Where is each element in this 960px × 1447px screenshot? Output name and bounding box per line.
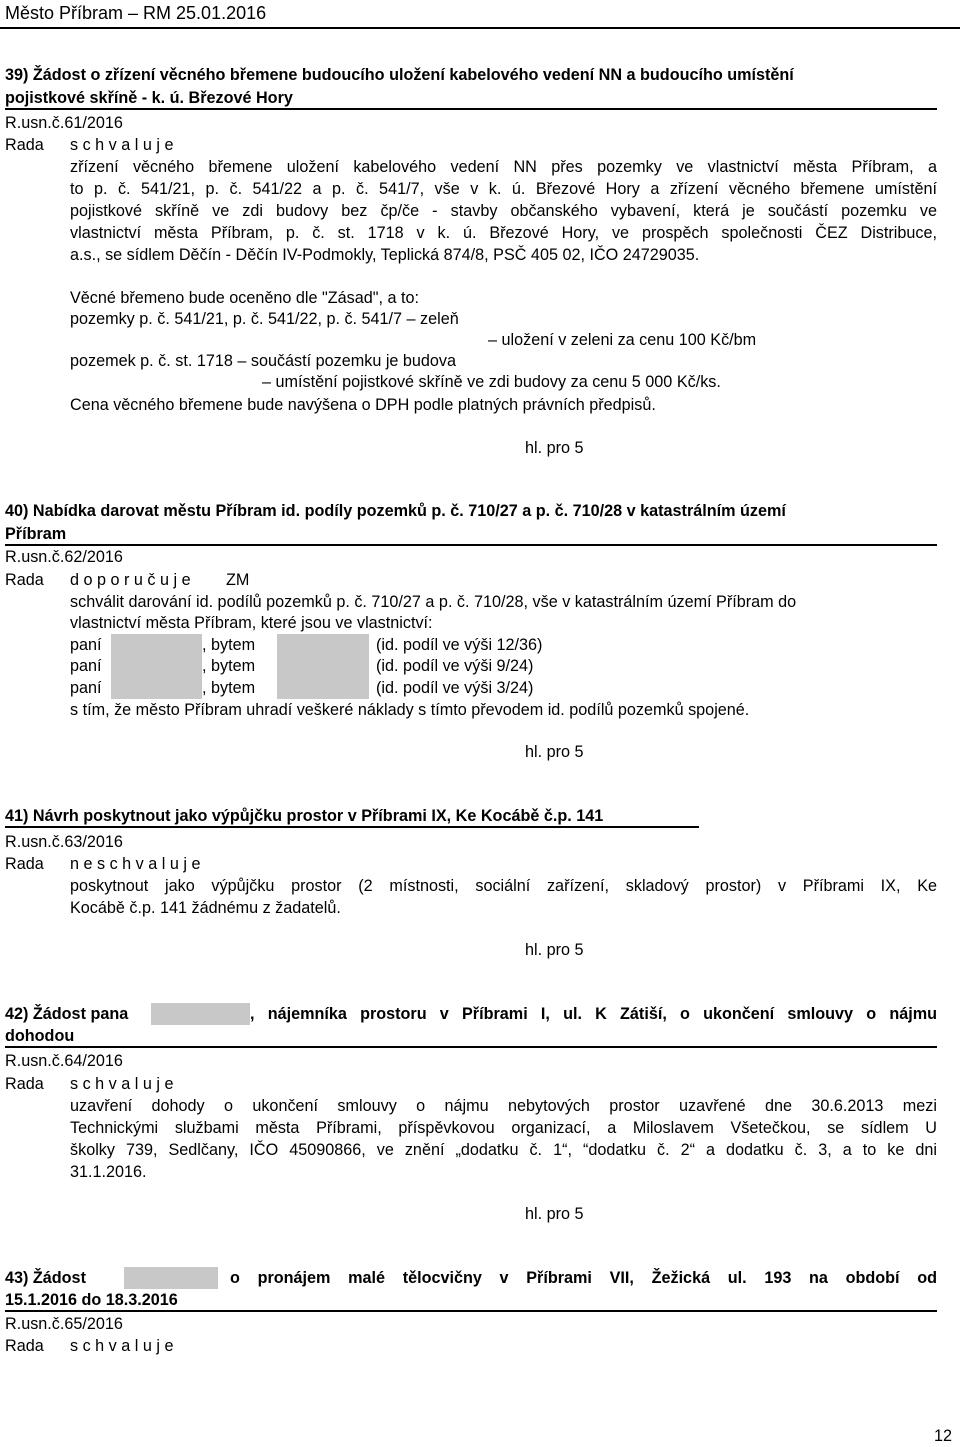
s39-rada: Rada [5, 136, 44, 154]
s42-vote: hl. pro 5 [525, 1205, 584, 1223]
s42-rada: Rada [5, 1075, 44, 1093]
s43-heading-line2: 15.1.2016 do 18.3.2016 [5, 1291, 178, 1309]
s39-detail-line: pozemky p. č. 541/21, p. č. 541/22, p. č. 541/7 – zeleň [70, 310, 459, 328]
s39-detail-line: – uložení v zeleni za cenu 100 Kč/bm [488, 331, 757, 349]
s41-verdict: n e s c h v a l u j e [70, 855, 201, 873]
s40-owner-share: (id. podíl ve výši 12/36) [376, 636, 543, 654]
s41-body-line: poskytnout jako výpůjčku prostor (2 místnosti, sociální zařízení, skladový prostor) v Příbrami IX, Ke [70, 877, 937, 895]
redacted-name [124, 1267, 218, 1289]
s42-heading-prefix: 42) Žádost pana [5, 1005, 129, 1023]
s42-body-line: uzavření dohody o ukončení smlouvy o nájmu nebytových prostor uzavřené dne 30.6.2013 mezi [70, 1097, 937, 1115]
s42-verdict: s c h v a l u j e [70, 1075, 174, 1093]
s40-rada: Rada [5, 571, 44, 589]
s40-verdict: d o p o r u č u j e [70, 571, 191, 589]
s39-verdict: s c h v a l u j e [70, 136, 174, 154]
s40-owner-pani: paní [70, 657, 102, 675]
s41-body-line: Kocábě č.p. 141 žádnému z žadatelů. [70, 899, 341, 917]
s41-usn: R.usn.č.63/2016 [5, 833, 123, 851]
s40-vote: hl. pro 5 [525, 743, 584, 761]
s39-detail-line: Cena věcného břemene bude navýšena o DPH podle platných právních předpisů. [70, 396, 656, 414]
s39-body-line: a.s., se sídlem Děčín - Děčín IV-Podmokly, Teplická 874/8, PSČ 405 02, IČO 24729035. [70, 246, 700, 264]
s40-body-line: schválit darování id. podílů pozemků p. č. 710/27 a p. č. 710/28, vše v katastrálním území Příbram do [70, 593, 797, 611]
s42-usn: R.usn.č.64/2016 [5, 1052, 123, 1070]
s39-detail-line: pozemek p. č. st. 1718 – součástí pozemku je budova [70, 352, 457, 370]
s40-owner-share: (id. podíl ve výši 3/24) [376, 679, 534, 697]
s43-heading-prefix: 43) Žádost [5, 1269, 86, 1287]
s43-heading-underline [5, 1310, 937, 1312]
s39-body-line: pojistkové skříně ve zdi budovy bez čp/če - stavby občanského vybavení, která je součástí pozemku ve [70, 202, 937, 220]
s40-heading-line1: 40) Nabídka darovat městu Příbram id. podíly pozemků p. č. 710/27 a p. č. 710/28 v katastrálním území [5, 502, 786, 520]
s41-vote: hl. pro 5 [525, 941, 584, 959]
s40-body-line: vlastnictví města Příbram, které jsou ve vlastnictví: [70, 614, 433, 632]
s40-owner-bytem: , bytem [202, 636, 256, 654]
s40-heading-underline [5, 544, 937, 546]
header-rule [0, 27, 960, 29]
s40-owner-pani: paní [70, 679, 102, 697]
s43-rada: Rada [5, 1337, 44, 1355]
s40-owner-share: (id. podíl ve výši 9/24) [376, 657, 534, 675]
redacted-address [277, 634, 369, 656]
s39-body-line: zřízení věcného břemene uložení kabelového vedení NN přes pozemky ve vlastnictví města Příbram, a [70, 158, 937, 176]
s43-verdict: s c h v a l u j e [70, 1337, 174, 1355]
s42-body-line: 31.1.2016. [70, 1163, 147, 1181]
redacted-name [111, 677, 202, 699]
s41-heading: 41) Návrh poskytnout jako výpůjčku prostor v Příbrami IX, Ke Kocábě č.p. 141 [5, 807, 604, 825]
s42-body-line: Technickými službami města Příbrami, příspěvkovou organizací, a Miloslavem Všetečkou, se sídlem U [70, 1119, 937, 1137]
s39-vote: hl. pro 5 [525, 439, 584, 457]
s42-body-line: školky 739, Sedlčany, IČO 45090866, ve znění „dodatku č. 1“, “dodatku č. 2“ a dodatku č. 3, a to ke dni [70, 1141, 937, 1159]
s40-owner-bytem: , bytem [202, 657, 256, 675]
page-number: 12 [934, 1427, 953, 1445]
s40-closing: s tím, že město Příbram uhradí veškeré náklady s tímto převodem id. podílů pozemků spojené. [70, 701, 750, 719]
s39-heading-line1: 39) Žádost o zřízení věcného břemene budoucího uložení kabelového vedení NN a budoucího umístění [5, 66, 794, 84]
s43-usn: R.usn.č.65/2016 [5, 1315, 123, 1333]
redacted-name [111, 634, 202, 656]
s39-usn: R.usn.č.61/2016 [5, 114, 123, 132]
s39-heading-line2: pojistkové skříně - k. ú. Březové Hory [5, 89, 293, 107]
s39-detail-line: Věcné břemeno bude oceněno dle "Zásad", a to: [70, 289, 419, 307]
s39-detail-line: – umístění pojistkové skříně ve zdi budovy za cenu 5 000 Kč/ks. [262, 373, 721, 391]
s39-body-line: vlastnictví města Příbram, p. č. st. 1718 v k. ú. Březové Hory, ve prospěch společnosti ČEZ Distribuce, [70, 224, 937, 242]
s42-heading-line2: dohodou [5, 1027, 75, 1045]
redacted-name [111, 655, 202, 677]
s41-heading-underline [5, 826, 699, 828]
s41-rada: Rada [5, 855, 44, 873]
s40-usn: R.usn.č.62/2016 [5, 548, 123, 566]
s42-heading-underline [5, 1046, 937, 1048]
s40-owner-bytem: , bytem [202, 679, 256, 697]
s43-heading-line1: o pronájem malé tělocvičny v Příbrami VII, Žežická ul. 193 na období od [230, 1269, 937, 1287]
s40-verdict-suffix: ZM [226, 571, 250, 589]
s40-heading-line2: Příbram [5, 525, 67, 543]
redacted-name [151, 1003, 250, 1025]
s42-heading-line1: , nájemníka prostoru v Příbrami I, ul. K Zátiší, o ukončení smlouvy o nájmu [250, 1005, 937, 1023]
s39-heading-underline [5, 108, 937, 110]
s40-owner-pani: paní [70, 636, 102, 654]
redacted-address [277, 677, 369, 699]
page-header-title: Město Příbram – RM 25.01.2016 [5, 3, 267, 23]
s39-body-line: to p. č. 541/21, p. č. 541/22 a p. č. 541/7, vše v k. ú. Březové Hory a zřízení věcného břemene umístění [70, 180, 937, 198]
redacted-address [277, 655, 369, 677]
